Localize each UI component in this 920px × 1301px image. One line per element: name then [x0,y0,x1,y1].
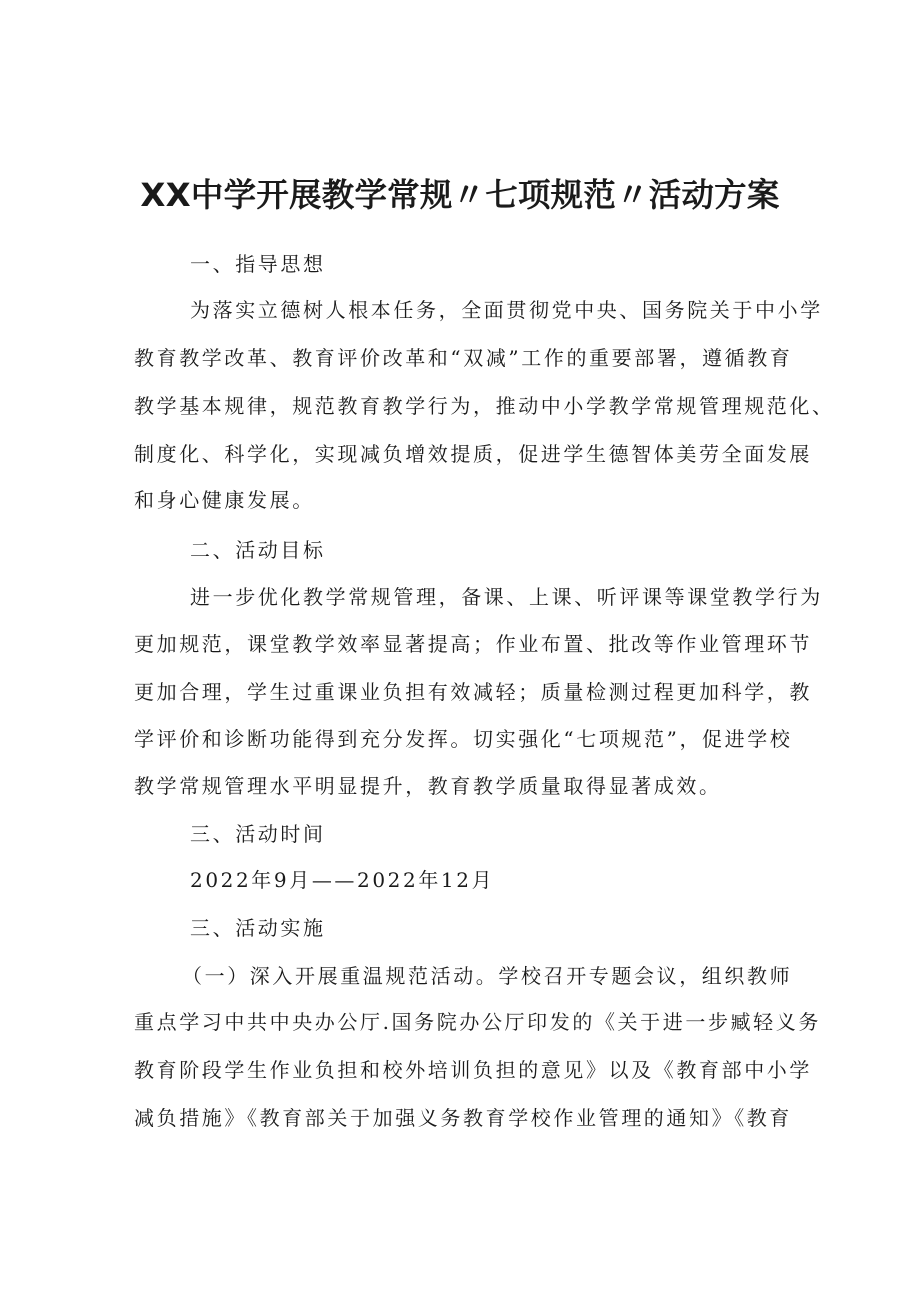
paragraph-line: 教学基本规律，规范教育教学行为，推动中小学教学常规管理规范化、 [134,394,835,418]
paragraph-line: 教学常规管理水平明显提升，教育教学质量取得显著成效。 [134,774,722,798]
heading-guiding-ideology: 一、指导思想 [190,252,326,276]
paragraph-line: 减负措施》《教育部关于加强义务教育学校作业管理的通知》《教育 [134,1106,792,1130]
heading-activity-goal: 二、活动目标 [190,538,326,562]
document-title: XX中学开展教学常规〃七项规范〃活动方案 [140,176,780,214]
paragraph-line: 重点学习中共中央办公厅.国务院办公厅印发的《关于进一步臧轻义务 [134,1010,821,1034]
heading-activity-time: 三、活动时间 [190,822,326,846]
paragraph-line: （一）深入开展重温规范活动。学校召开专题会议，组织教师 [182,964,793,988]
paragraph-line: 为落实立德树人根本任务，全面贯彻党中央、国务院关于中小学 [190,298,823,322]
paragraph-line: 更加规范，课堂教学效率显著提高；作业布置、批改等作业管理环节 [134,632,812,656]
paragraph-line: 教育阶段学生作业负担和校外培训负担的意见》以及《教育部中小学 [134,1058,812,1082]
paragraph-line: 进一步优化教学常规管理，备课、上课、听评课等课堂教学行为 [190,585,823,609]
activity-time-range: 2022年9月——2022年12月 [190,868,495,892]
paragraph-line: 更加合理，学生过重课业负担有效减轻；质量检测过程更加科学，教 [134,680,812,704]
paragraph-line: 和身心健康发展。 [134,488,315,512]
paragraph-line: 学评价和诊断功能得到充分发挥。切实强化“七项规范”，促进学校 [134,727,793,751]
heading-activity-implementation: 三、活动实施 [190,916,326,940]
paragraph-line: 制度化、科学化，实现减负增效提质，促进学生德智体美劳全面发展 [134,442,812,466]
paragraph-line: 教育教学改革、教育评价改革和“双减”工作的重要部署，遵循教育 [134,346,793,370]
